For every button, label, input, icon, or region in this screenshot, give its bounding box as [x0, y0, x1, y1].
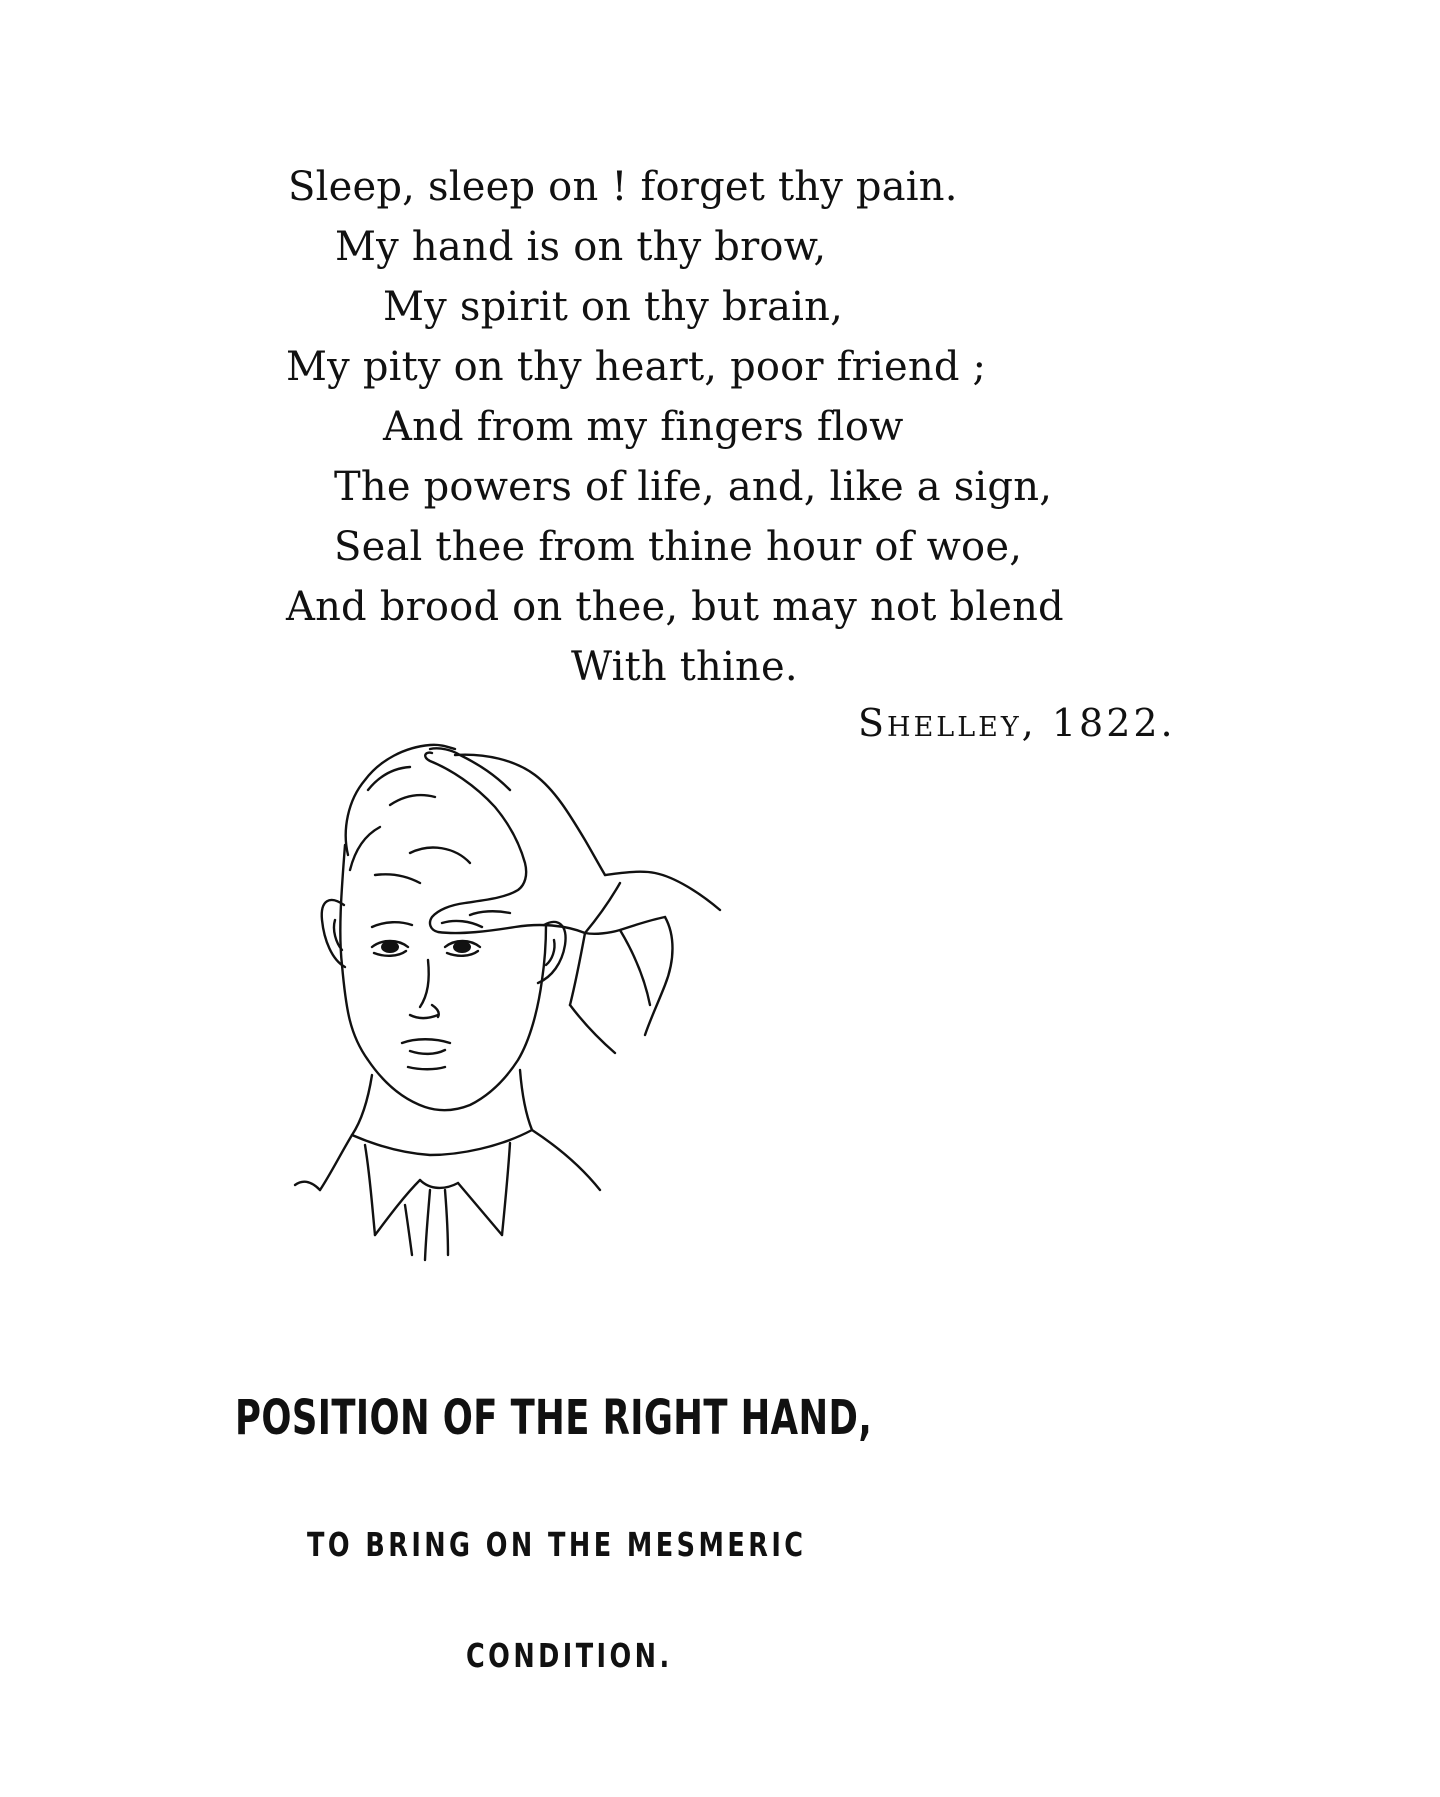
- poem-line-1: Sleep, sleep on ! forget thy pain.: [288, 164, 958, 210]
- poem-line-7: Seal thee from thine hour of woe,: [334, 524, 1023, 570]
- face-outline: [340, 845, 546, 1110]
- left-eyebrow: [372, 922, 412, 927]
- mouth: [402, 1039, 450, 1043]
- poem-line-8: And brood on thee, but may not blend: [286, 584, 1064, 630]
- poem-block: [0, 0, 1440, 760]
- sleeve-outline: [570, 933, 585, 1005]
- tie: [420, 1180, 458, 1188]
- nose: [420, 960, 429, 1007]
- caption-subtitle-line-2: CONDITION.: [466, 1636, 673, 1675]
- jacket-lapel-right: [502, 1143, 510, 1235]
- poem-line-2: My hand is on thy brow,: [335, 224, 827, 270]
- mesmerist-hand-on-brow-illustration: [280, 735, 860, 1295]
- poem-line-3: My spirit on thy brain,: [383, 284, 844, 330]
- jacket-lapel-left: [365, 1145, 375, 1235]
- caption-title: POSITION OF THE RIGHT HAND,: [235, 1390, 873, 1446]
- poem-line-9: With thine.: [571, 644, 798, 690]
- caption-subtitle-line-1: TO BRING ON THE MESMERIC: [307, 1525, 807, 1564]
- poem-line-6: The powers of life, and, like a sign,: [334, 464, 1053, 510]
- collar: [352, 1130, 532, 1155]
- neck: [352, 1075, 372, 1135]
- poem-line-4: My pity on thy heart, poor friend ;: [286, 344, 987, 390]
- poem-attribution: Shelley, 1822.: [858, 701, 1176, 745]
- poem-line-5: And from my fingers flow: [383, 404, 904, 450]
- right-eyebrow: [442, 921, 482, 927]
